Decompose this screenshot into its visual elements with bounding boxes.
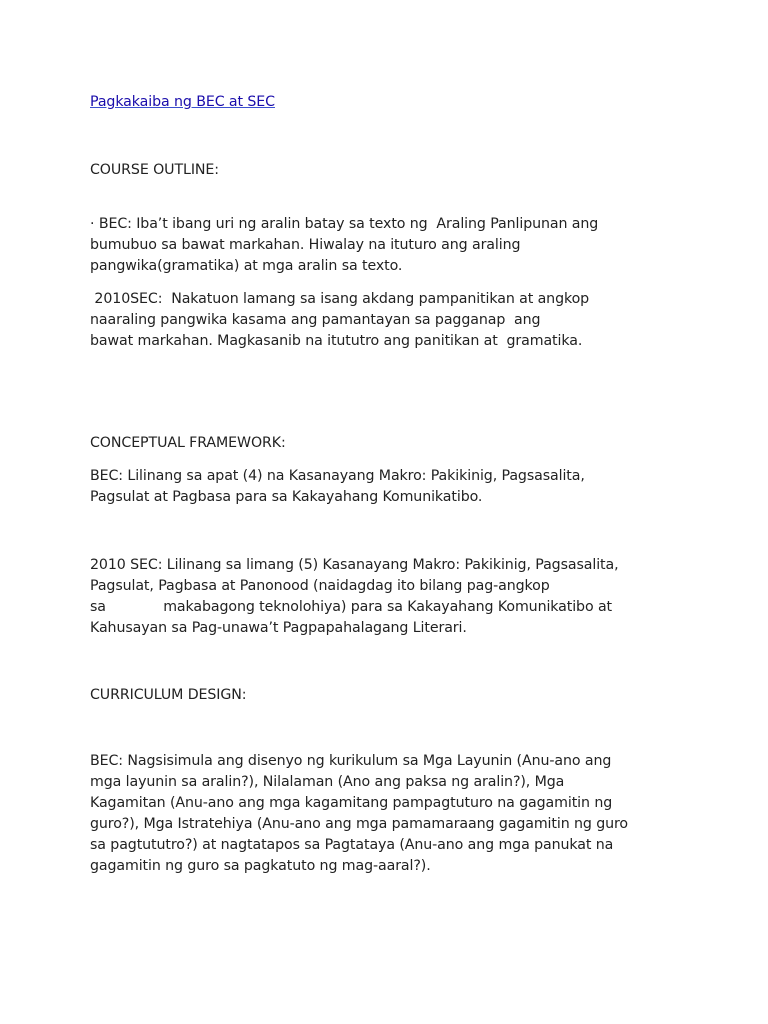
paragraph-line: Pagsulat, Pagbasa at Panonood (naidagdag ito bilang pag-angkop: [90, 578, 550, 594]
course-outline-heading: COURSE OUTLINE:: [90, 162, 219, 178]
conceptual-framework-heading: CONCEPTUAL FRAMEWORK:: [90, 435, 286, 451]
paragraph-line: mga layunin sa aralin?), Nilalaman (Ano ang paksa ng aralin?), Mga: [90, 774, 565, 790]
paragraph-line: sa pagtututro?) at nagtatapos sa Pagtataya (Anu-ano ang mga panukat na: [90, 837, 614, 853]
title-link[interactable]: Pagkakaiba ng BEC at SEC: [90, 94, 275, 110]
paragraph-line: Kagamitan (Anu-ano ang mga kagamitang pampagtuturo na gagamitin ng: [90, 795, 613, 811]
paragraph-line: sa makabagong teknolohiya) para sa Kakayahang Komunikatibo at: [90, 599, 613, 615]
paragraph-line: pangwika(gramatika) at mga aralin sa texto.: [90, 258, 403, 274]
paragraph-line: Pagsulat at Pagbasa para sa Kakayahang Komunikatibo.: [90, 489, 483, 505]
paragraph-line: naaraling pangwika kasama ang pamantayan sa pagganap ang: [90, 312, 541, 328]
paragraph-line: · BEC: Iba’t ibang uri ng aralin batay sa texto ng Araling Panlipunan ang: [90, 216, 599, 232]
paragraph-line: 2010 SEC: Lilinang sa limang (5) Kasanayang Makro: Pakikinig, Pagsasalita,: [90, 557, 619, 573]
curriculum-design-heading: CURRICULUM DESIGN:: [90, 687, 247, 703]
paragraph-line: 2010SEC: Nakatuon lamang sa isang akdang pampanitikan at angkop: [90, 291, 590, 307]
paragraph-line: bawat markahan. Magkasanib na itututro ang panitikan at gramatika.: [90, 333, 583, 349]
paragraph-line: bumubuo sa bawat markahan. Hiwalay na ituturo ang araling: [90, 237, 521, 253]
paragraph-line: BEC: Nagsisimula ang disenyo ng kurikulum sa Mga Layunin (Anu-ano ang: [90, 753, 612, 769]
paragraph-line: BEC: Lilinang sa apat (4) na Kasanayang Makro: Pakikinig, Pagsasalita,: [90, 468, 585, 484]
paragraph-line: Kahusayan sa Pag-unawa’t Pagpapahalagang Literari.: [90, 620, 467, 636]
paragraph-line: guro?), Mga Istratehiya (Anu-ano ang mga pamamaraang gagamitin ng guro: [90, 816, 629, 832]
paragraph-line: gagamitin ng guro sa pagkatuto ng mag-aaral?).: [90, 858, 431, 874]
